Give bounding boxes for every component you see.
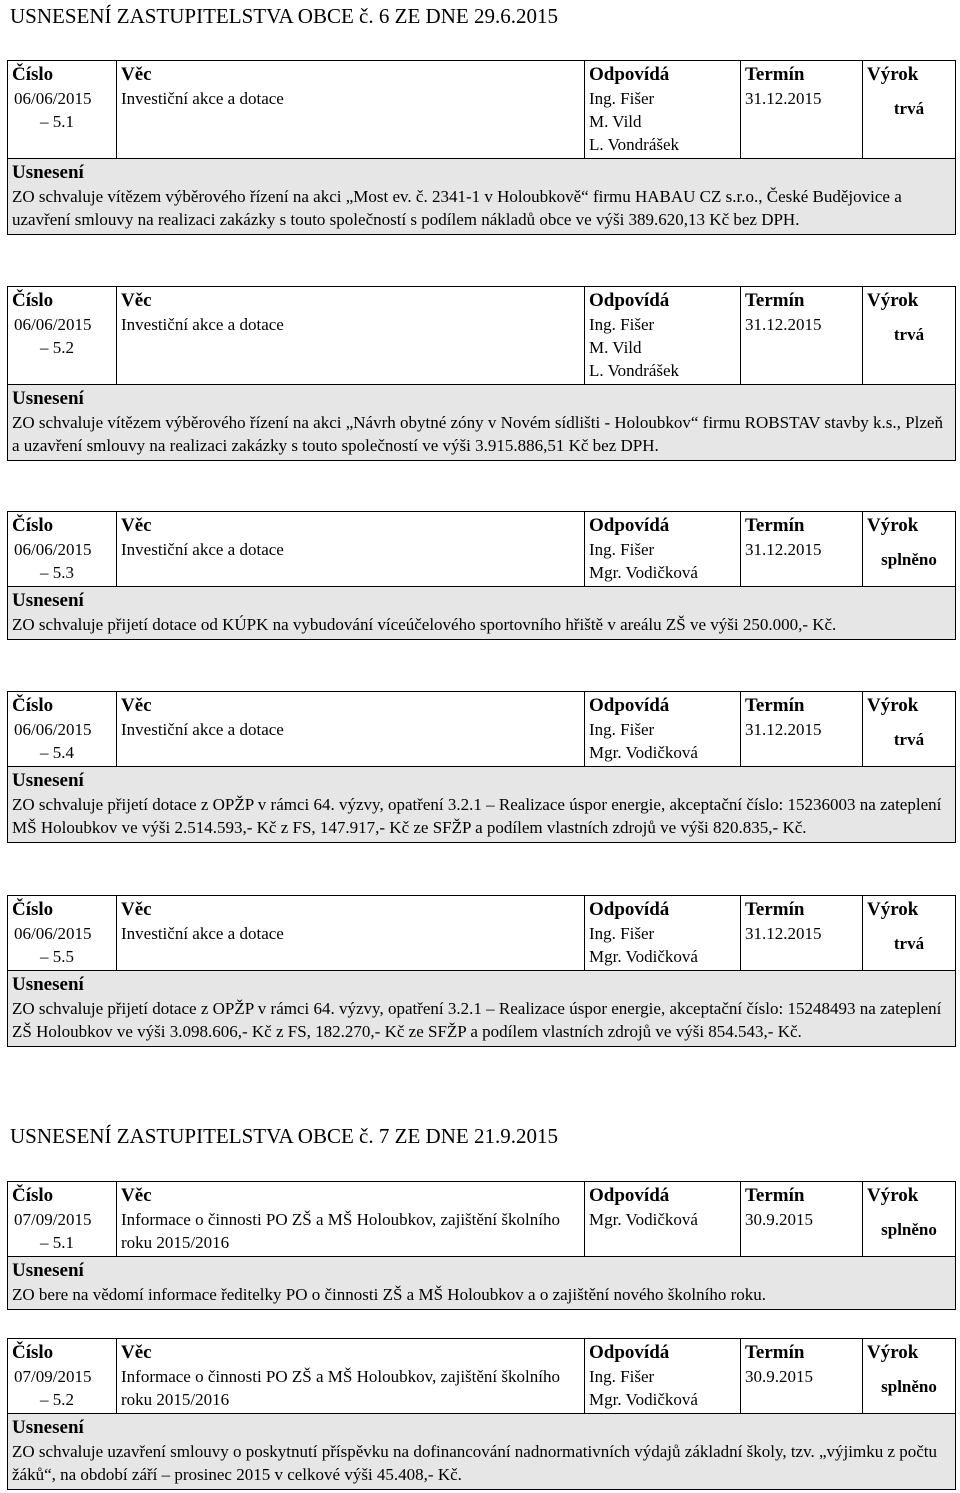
responsible-person: Mgr. Vodičková: [589, 743, 698, 762]
cislo-cell: [7, 512, 117, 586]
usneseni-section: [7, 766, 956, 843]
termin-cell: [741, 287, 863, 384]
responsible-person: Ing. Fišer: [589, 924, 655, 943]
record-header: [7, 691, 956, 766]
resolution-record: [7, 895, 956, 1047]
resolution-text: ZO schvaluje vítězem výběrového řízení na akci „Most ev. č. 2341-1 v Holoubkově“ firmu HABAU CZ s.r.o., České Budějovice a uzavření smlouvy na realizaci zakázky s touto společností s podílem nákladů obce ve výši 389.620,13 Kč bez DPH.: [12, 187, 902, 229]
vyrok-label: Výrok: [867, 515, 919, 536]
responsible-person: Mgr. Vodičková: [589, 1390, 698, 1409]
odpovida-label: Odpovídá: [589, 64, 670, 85]
resolution-text: ZO schvaluje uzavření smlouvy o poskytnutí příspěvku na dofinancování nadnormativních výdajů základní školy, tzv. „výjimku z počtu žáků“, na období září – prosinec 2015 v celkové výši 45.408,- Kč.: [12, 1442, 938, 1484]
cislo-cell: [7, 1182, 117, 1256]
termin-cell: [741, 512, 863, 586]
odpovida-label: Odpovídá: [589, 695, 670, 716]
record-header: [7, 1338, 956, 1413]
usneseni-section: [7, 384, 956, 461]
odpovida-cell: [585, 692, 741, 766]
cislo-label: Číslo: [12, 695, 54, 716]
vec-label: Věc: [121, 64, 152, 85]
responsible-person: L. Vondrášek: [589, 135, 680, 154]
cislo-label: Číslo: [12, 1185, 54, 1206]
usneseni-section: [7, 1256, 956, 1310]
vyrok-label: Výrok: [867, 290, 919, 311]
usneseni-label: Usnesení: [12, 388, 84, 409]
record-subject: Investiční akce a dotace: [121, 315, 284, 334]
odpovida-cell: [585, 287, 741, 384]
record-subnumber: – 5.2: [40, 1390, 74, 1409]
resolution-text: ZO schvaluje přijetí dotace od KÚPK na vybudování víceúčelového sportovního hřiště v areálu ZŠ ve výši 250.000,- Kč.: [12, 615, 837, 634]
responsible-person: Mgr. Vodičková: [589, 947, 698, 966]
record-deadline: 30.9.2015: [745, 1210, 813, 1229]
cislo-cell: [7, 61, 117, 158]
cislo-cell: [7, 1339, 117, 1413]
termin-cell: [741, 692, 863, 766]
vyrok-cell: [863, 1339, 956, 1413]
record-subject: Investiční akce a dotace: [121, 89, 284, 108]
vec-cell: [117, 512, 585, 586]
record-header: [7, 1181, 956, 1256]
record-header: [7, 286, 956, 384]
status-badge: trvá: [893, 325, 925, 344]
usneseni-label: Usnesení: [12, 1417, 84, 1438]
usneseni-label: Usnesení: [12, 1260, 84, 1281]
record-subnumber: – 5.3: [40, 563, 74, 582]
termin-label: Termín: [745, 695, 805, 716]
cislo-label: Číslo: [12, 290, 54, 311]
record-header: [7, 895, 956, 970]
responsible-person: Ing. Fišer: [589, 540, 655, 559]
resolution-text: ZO schvaluje přijetí dotace z OPŽP v rámci 64. výzvy, opatření 3.2.1 – Realizace úspor energie, akceptační číslo: 15248493 na zateplení ZŠ Holoubkov ve výši 3.098.606,- Kč z FS, 182.270,- Kč ze SFŽP a podílem vlastních zdrojů ve výši 854.543,- Kč.: [12, 999, 942, 1041]
odpovida-label: Odpovídá: [589, 515, 670, 536]
record-subject: Investiční akce a dotace: [121, 720, 284, 739]
vec-cell: [117, 287, 585, 384]
vyrok-cell: [863, 512, 956, 586]
usneseni-section: [7, 1413, 956, 1490]
vyrok-cell: [863, 61, 956, 158]
record-subject: Informace o činnosti PO ZŠ a MŠ Holoubkov, zajištění školního roku 2015/2016: [121, 1367, 560, 1409]
termin-cell: [741, 1339, 863, 1413]
vec-label: Věc: [121, 1342, 152, 1363]
odpovida-cell: [585, 896, 741, 970]
record-deadline: 31.12.2015: [745, 540, 822, 559]
vyrok-cell: [863, 896, 956, 970]
status-badge: trvá: [893, 730, 925, 749]
odpovida-cell: [585, 512, 741, 586]
record-header: [7, 511, 956, 586]
cislo-cell: [7, 287, 117, 384]
vec-cell: [117, 692, 585, 766]
record-number: 06/06/2015: [14, 315, 92, 334]
vec-cell: [117, 1339, 585, 1413]
record-deadline: 31.12.2015: [745, 720, 822, 739]
resolution-text: ZO bere na vědomí informace ředitelky PO o činnosti ZŠ a MŠ Holoubkov a o zajištění nového školního roku.: [12, 1285, 767, 1304]
usneseni-label: Usnesení: [12, 770, 84, 791]
vyrok-label: Výrok: [867, 64, 919, 85]
termin-label: Termín: [745, 64, 805, 85]
resolution-text: ZO schvaluje přijetí dotace z OPŽP v rámci 64. výzvy, opatření 3.2.1 – Realizace úspor energie, akceptační číslo: 15236003 na zateplení MŠ Holoubkov ve výši 2.514.593,- Kč z FS, 147.917,- Kč ze SFŽP a podílem vlastních zdrojů ve výši 820.835,- Kč.: [12, 795, 942, 837]
resolution-record: [7, 286, 956, 461]
vyrok-cell: [863, 1182, 956, 1256]
termin-label: Termín: [745, 1342, 805, 1363]
vec-label: Věc: [121, 290, 152, 311]
responsible-person: L. Vondrášek: [589, 361, 680, 380]
cislo-cell: [7, 692, 117, 766]
record-subnumber: – 5.2: [40, 338, 74, 357]
odpovida-label: Odpovídá: [589, 1342, 670, 1363]
record-number: 06/06/2015: [14, 540, 92, 559]
status-badge: trvá: [893, 934, 925, 953]
vec-cell: [117, 896, 585, 970]
usneseni-section: [7, 158, 956, 235]
resolution-text: ZO schvaluje vítězem výběrového řízení na akci „Návrh obytné zóny v Novém sídlišti - Holoubkov“ firmu ROBSTAV stavby k.s., Plzeň a uzavření smlouvy na realizaci zakázky s touto společností ve výši 3.915.886,51 Kč bez DPH.: [12, 413, 943, 455]
section-title-6: USNESENÍ ZASTUPITELSTVA OBCE č. 6 ZE DNE 29.6.2015: [10, 4, 558, 28]
responsible-person: Ing. Fišer: [589, 720, 655, 739]
vec-cell: [117, 1182, 585, 1256]
termin-cell: [741, 1182, 863, 1256]
vec-cell: [117, 61, 585, 158]
odpovida-cell: [585, 1182, 741, 1256]
vec-label: Věc: [121, 695, 152, 716]
vyrok-label: Výrok: [867, 1342, 919, 1363]
odpovida-label: Odpovídá: [589, 1185, 670, 1206]
usneseni-section: [7, 586, 956, 640]
section-title-7: USNESENÍ ZASTUPITELSTVA OBCE č. 7 ZE DNE 21.9.2015: [10, 1124, 558, 1148]
vyrok-cell: [863, 692, 956, 766]
responsible-person: Ing. Fišer: [589, 89, 655, 108]
resolution-record: [7, 60, 956, 235]
usneseni-section: [7, 970, 956, 1047]
record-subnumber: – 5.5: [40, 947, 74, 966]
resolution-record: [7, 691, 956, 843]
record-subnumber: – 5.4: [40, 743, 74, 762]
record-header: [7, 60, 956, 158]
cislo-label: Číslo: [12, 899, 54, 920]
odpovida-cell: [585, 61, 741, 158]
usneseni-label: Usnesení: [12, 590, 84, 611]
record-subnumber: – 5.1: [40, 112, 74, 131]
cislo-label: Číslo: [12, 515, 54, 536]
record-subject: Informace o činnosti PO ZŠ a MŠ Holoubkov, zajištění školního roku 2015/2016: [121, 1210, 560, 1252]
record-deadline: 31.12.2015: [745, 89, 822, 108]
termin-label: Termín: [745, 290, 805, 311]
record-number: 07/09/2015: [14, 1210, 92, 1229]
vyrok-cell: [863, 287, 956, 384]
record-subnumber: – 5.1: [40, 1233, 74, 1252]
responsible-person: M. Vild: [589, 112, 642, 131]
record-number: 07/09/2015: [14, 1367, 92, 1386]
status-badge: trvá: [893, 99, 925, 118]
vec-label: Věc: [121, 899, 152, 920]
record-deadline: 30.9.2015: [745, 1367, 813, 1386]
odpovida-label: Odpovídá: [589, 290, 670, 311]
status-badge: splněno: [881, 550, 937, 569]
responsible-person: Ing. Fišer: [589, 1367, 655, 1386]
record-number: 06/06/2015: [14, 89, 92, 108]
status-badge: splněno: [881, 1377, 937, 1396]
cislo-cell: [7, 896, 117, 970]
record-deadline: 31.12.2015: [745, 315, 822, 334]
vyrok-label: Výrok: [867, 899, 919, 920]
resolution-record: [7, 1338, 956, 1490]
cislo-label: Číslo: [12, 1342, 54, 1363]
responsible-person: M. Vild: [589, 338, 642, 357]
responsible-person: Mgr. Vodičková: [589, 563, 698, 582]
termin-cell: [741, 896, 863, 970]
responsible-person: Ing. Fišer: [589, 315, 655, 334]
cislo-label: Číslo: [12, 64, 54, 85]
usneseni-label: Usnesení: [12, 974, 84, 995]
vec-label: Věc: [121, 1185, 152, 1206]
vec-label: Věc: [121, 515, 152, 536]
record-number: 06/06/2015: [14, 720, 92, 739]
status-badge: splněno: [881, 1220, 937, 1239]
vyrok-label: Výrok: [867, 1185, 919, 1206]
usneseni-label: Usnesení: [12, 162, 84, 183]
responsible-person: Mgr. Vodičková: [589, 1210, 698, 1229]
record-deadline: 31.12.2015: [745, 924, 822, 943]
termin-label: Termín: [745, 515, 805, 536]
resolution-record: [7, 1181, 956, 1310]
odpovida-label: Odpovídá: [589, 899, 670, 920]
record-subject: Investiční akce a dotace: [121, 924, 284, 943]
termin-cell: [741, 61, 863, 158]
vyrok-label: Výrok: [867, 695, 919, 716]
termin-label: Termín: [745, 1185, 805, 1206]
record-subject: Investiční akce a dotace: [121, 540, 284, 559]
resolution-record: [7, 511, 956, 640]
odpovida-cell: [585, 1339, 741, 1413]
termin-label: Termín: [745, 899, 805, 920]
record-number: 06/06/2015: [14, 924, 92, 943]
